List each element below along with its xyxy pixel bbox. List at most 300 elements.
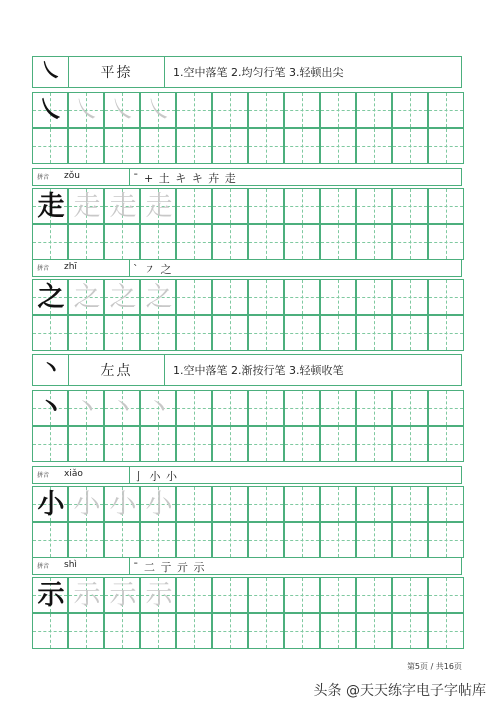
tian-cell[interactable] — [140, 613, 176, 649]
cell-guide-v — [230, 93, 231, 127]
tian-cell[interactable] — [392, 279, 428, 315]
tian-cell[interactable] — [212, 390, 248, 426]
tian-cell[interactable] — [104, 486, 140, 522]
cell-guide-v — [374, 487, 375, 521]
practice-grid-row — [32, 224, 462, 260]
tian-cell[interactable] — [176, 128, 212, 164]
cell-guide-v — [410, 225, 411, 259]
cell-guide-v — [338, 316, 339, 350]
cell-guide-v — [86, 129, 87, 163]
tian-cell[interactable] — [392, 128, 428, 164]
tian-cell[interactable] — [392, 613, 428, 649]
tian-cell[interactable] — [32, 128, 68, 164]
cell-guide-v — [86, 614, 87, 648]
tian-cell[interactable] — [68, 315, 104, 351]
cell-guide-v — [50, 316, 51, 350]
tian-cell[interactable] — [320, 577, 356, 613]
cell-guide-v — [158, 225, 159, 259]
cell-guide-v — [302, 129, 303, 163]
cell-guide-v — [50, 427, 51, 461]
tian-cell[interactable] — [248, 426, 284, 462]
cell-guide-v — [266, 523, 267, 557]
tian-cell[interactable] — [428, 390, 464, 426]
stroke-tips: 1.空中落笔 2.渐按行笔 3.轻顿收笔 — [173, 364, 344, 377]
tian-cell[interactable] — [32, 279, 68, 315]
trace-char: 丶 — [73, 393, 101, 424]
pinyin-bar — [32, 557, 462, 575]
tian-cell[interactable] — [320, 486, 356, 522]
tian-cell[interactable] — [212, 92, 248, 128]
cell-guide-v — [158, 523, 159, 557]
tian-cell[interactable] — [356, 486, 392, 522]
cell-guide-v — [410, 578, 411, 612]
cell-guide-v — [374, 316, 375, 350]
tian-cell[interactable] — [212, 613, 248, 649]
cell-guide-v — [194, 93, 195, 127]
tian-cell[interactable] — [32, 92, 68, 128]
tian-cell[interactable] — [212, 128, 248, 164]
tian-cell[interactable] — [104, 613, 140, 649]
tian-cell[interactable] — [356, 522, 392, 558]
cell-guide-v — [50, 614, 51, 648]
tian-cell[interactable] — [68, 486, 104, 522]
stroke-order: ˉ + 土 キ キ 卉 走 — [133, 172, 237, 185]
cell-guide-v — [446, 225, 447, 259]
cell-guide-v — [302, 189, 303, 223]
cell-guide-v — [302, 578, 303, 612]
tian-cell[interactable] — [248, 188, 284, 224]
tian-cell[interactable] — [248, 315, 284, 351]
trace-char: 丶 — [109, 393, 137, 424]
cell-guide-v — [302, 487, 303, 521]
stroke-order: ˉ 二 亍 亓 示 — [133, 561, 206, 574]
tian-cell[interactable] — [356, 390, 392, 426]
cell-guide-v — [374, 129, 375, 163]
tian-cell[interactable] — [140, 315, 176, 351]
stroke-order: ` ㇇ 之 — [133, 263, 173, 276]
tian-cell[interactable] — [320, 224, 356, 260]
tian-cell[interactable] — [284, 279, 320, 315]
practice-grid-row — [32, 128, 462, 164]
tian-cell[interactable] — [428, 92, 464, 128]
cell-guide-v — [410, 487, 411, 521]
tian-cell[interactable] — [428, 224, 464, 260]
cell-guide-v — [410, 93, 411, 127]
tian-cell[interactable] — [140, 577, 176, 613]
tian-cell[interactable] — [68, 577, 104, 613]
tian-cell[interactable] — [176, 613, 212, 649]
tian-cell[interactable] — [284, 92, 320, 128]
tian-cell[interactable] — [176, 486, 212, 522]
cell-guide-v — [230, 280, 231, 314]
tian-cell[interactable] — [176, 92, 212, 128]
tian-cell[interactable] — [284, 522, 320, 558]
cell-guide-v — [194, 427, 195, 461]
pinyin-label: 拼音 — [37, 265, 50, 272]
tian-cell[interactable] — [176, 426, 212, 462]
trace-char: 走 — [109, 191, 137, 222]
stroke-name: 平捺 — [69, 57, 165, 87]
cell-guide-v — [374, 427, 375, 461]
cell-guide-v — [374, 280, 375, 314]
trace-char: 小 — [73, 489, 101, 520]
tian-cell[interactable] — [212, 522, 248, 558]
model-char: 之 — [37, 282, 65, 313]
tian-cell[interactable] — [176, 279, 212, 315]
tian-cell[interactable] — [212, 426, 248, 462]
tian-cell[interactable] — [320, 390, 356, 426]
cell-guide-v — [410, 427, 411, 461]
model-char: ㇏ — [37, 95, 65, 126]
tian-cell[interactable] — [248, 390, 284, 426]
cell-guide-v — [338, 280, 339, 314]
tian-cell[interactable] — [320, 613, 356, 649]
cell-guide-v — [446, 391, 447, 425]
tian-cell[interactable] — [320, 426, 356, 462]
tian-cell[interactable] — [140, 390, 176, 426]
tian-cell[interactable] — [68, 522, 104, 558]
tian-cell[interactable] — [212, 315, 248, 351]
trace-char: 之 — [109, 282, 137, 313]
tian-cell[interactable] — [320, 315, 356, 351]
tian-cell[interactable] — [32, 426, 68, 462]
cell-guide-v — [158, 427, 159, 461]
cell-guide-v — [230, 391, 231, 425]
tian-cell[interactable] — [32, 613, 68, 649]
cell-guide-v — [194, 189, 195, 223]
page-number: 第5页 / 共16页 — [406, 662, 462, 671]
tian-cell[interactable] — [428, 426, 464, 462]
tian-cell[interactable] — [140, 486, 176, 522]
cell-guide-v — [230, 225, 231, 259]
tian-cell[interactable] — [32, 315, 68, 351]
tian-cell[interactable] — [356, 188, 392, 224]
tian-cell[interactable] — [392, 426, 428, 462]
trace-char: 之 — [73, 282, 101, 313]
cell-guide-v — [266, 280, 267, 314]
cell-guide-v — [122, 614, 123, 648]
cell-guide-v — [302, 614, 303, 648]
tian-cell[interactable] — [320, 92, 356, 128]
cell-guide-v — [410, 129, 411, 163]
practice-grid-row — [32, 486, 462, 522]
cell-guide-v — [446, 427, 447, 461]
cell-guide-v — [338, 523, 339, 557]
practice-grid-row — [32, 92, 462, 128]
stroke-header — [32, 56, 462, 88]
model-char: 走 — [37, 191, 65, 222]
pinyin-text: zǒu — [64, 171, 80, 181]
tian-cell[interactable] — [104, 426, 140, 462]
cell-guide-v — [410, 316, 411, 350]
tian-cell[interactable] — [140, 224, 176, 260]
tian-cell[interactable] — [392, 522, 428, 558]
pinyin-bar — [32, 168, 462, 186]
tian-cell[interactable] — [248, 92, 284, 128]
cell-guide-v — [302, 93, 303, 127]
tian-cell[interactable] — [428, 279, 464, 315]
tian-cell[interactable] — [32, 486, 68, 522]
cell-guide-v — [266, 225, 267, 259]
tian-cell[interactable] — [356, 577, 392, 613]
cell-guide-v — [194, 280, 195, 314]
cell-guide-v — [86, 523, 87, 557]
tian-cell[interactable] — [320, 188, 356, 224]
model-char: 丶 — [37, 393, 65, 424]
cell-guide-v — [338, 129, 339, 163]
stroke-order: 亅 小 小 — [133, 470, 178, 483]
stroke-name: 左点 — [69, 355, 165, 385]
pinyin-bar — [32, 259, 462, 277]
tian-cell[interactable] — [104, 315, 140, 351]
tian-cell[interactable] — [212, 486, 248, 522]
cell-guide-v — [374, 523, 375, 557]
cell-guide-v — [266, 614, 267, 648]
practice-grid-row — [32, 188, 462, 224]
cell-guide-v — [302, 391, 303, 425]
tian-cell[interactable] — [32, 577, 68, 613]
tian-cell[interactable] — [356, 92, 392, 128]
tian-cell[interactable] — [284, 486, 320, 522]
tian-cell[interactable] — [140, 188, 176, 224]
tian-cell[interactable] — [176, 577, 212, 613]
tian-cell[interactable] — [176, 224, 212, 260]
practice-grid-row — [32, 390, 462, 426]
cell-guide-v — [266, 93, 267, 127]
tian-cell[interactable] — [392, 577, 428, 613]
tian-cell[interactable] — [68, 426, 104, 462]
tian-cell[interactable] — [392, 92, 428, 128]
pinyin-label: 拼音 — [37, 174, 50, 181]
tian-cell[interactable] — [356, 426, 392, 462]
tian-cell[interactable] — [32, 522, 68, 558]
cell-guide-v — [266, 427, 267, 461]
pinyin-label: 拼音 — [37, 472, 50, 479]
tian-cell[interactable] — [284, 390, 320, 426]
trace-char: 示 — [73, 580, 101, 611]
tian-cell[interactable] — [104, 188, 140, 224]
tian-cell[interactable] — [176, 315, 212, 351]
tian-cell[interactable] — [68, 279, 104, 315]
cell-guide-v — [374, 391, 375, 425]
tian-cell[interactable] — [284, 128, 320, 164]
tian-cell[interactable] — [32, 390, 68, 426]
cell-guide-v — [374, 578, 375, 612]
cell-guide-v — [230, 129, 231, 163]
tian-cell[interactable] — [356, 128, 392, 164]
cell-guide-v — [266, 391, 267, 425]
cell-guide-v — [374, 189, 375, 223]
cell-guide-v — [338, 578, 339, 612]
tian-cell[interactable] — [248, 128, 284, 164]
cell-guide-v — [266, 578, 267, 612]
tian-cell[interactable] — [104, 522, 140, 558]
tian-cell[interactable] — [248, 577, 284, 613]
divider — [129, 260, 130, 276]
stroke-glyph: 丶 — [39, 356, 62, 382]
cell-guide-v — [410, 391, 411, 425]
tian-cell[interactable] — [356, 613, 392, 649]
tian-cell[interactable] — [284, 613, 320, 649]
trace-char: 走 — [73, 191, 101, 222]
cell-guide-v — [446, 280, 447, 314]
tian-cell[interactable] — [320, 522, 356, 558]
cell-guide-v — [446, 93, 447, 127]
trace-char: 之 — [145, 282, 173, 313]
tian-cell[interactable] — [140, 279, 176, 315]
trace-char: 走 — [145, 191, 173, 222]
cell-guide-v — [446, 614, 447, 648]
tian-cell[interactable] — [248, 224, 284, 260]
cell-guide-v — [194, 129, 195, 163]
cell-guide-v — [86, 225, 87, 259]
cell-guide-v — [374, 225, 375, 259]
practice-grid-row — [32, 613, 462, 649]
tian-cell[interactable] — [68, 390, 104, 426]
tian-cell[interactable] — [284, 188, 320, 224]
trace-char: ㇏ — [109, 95, 137, 126]
trace-char: 小 — [109, 489, 137, 520]
cell-guide-v — [446, 316, 447, 350]
tian-cell[interactable] — [68, 128, 104, 164]
tian-cell[interactable] — [356, 279, 392, 315]
tian-cell[interactable] — [68, 188, 104, 224]
cell-guide-v — [194, 614, 195, 648]
tian-cell[interactable] — [428, 486, 464, 522]
tian-cell[interactable] — [284, 577, 320, 613]
cell-guide-v — [194, 523, 195, 557]
tian-cell[interactable] — [428, 315, 464, 351]
tian-cell[interactable] — [284, 315, 320, 351]
tian-cell[interactable] — [248, 486, 284, 522]
cell-guide-v — [338, 487, 339, 521]
tian-cell[interactable] — [428, 613, 464, 649]
tian-cell[interactable] — [68, 92, 104, 128]
cell-guide-v — [338, 427, 339, 461]
tian-cell[interactable] — [68, 613, 104, 649]
tian-cell[interactable] — [140, 426, 176, 462]
cell-guide-v — [122, 523, 123, 557]
cell-guide-v — [50, 225, 51, 259]
cell-guide-v — [158, 129, 159, 163]
cell-guide-v — [230, 523, 231, 557]
cell-guide-v — [266, 487, 267, 521]
tian-cell[interactable] — [68, 224, 104, 260]
practice-grid-row — [32, 315, 462, 351]
tian-cell[interactable] — [356, 224, 392, 260]
tian-cell[interactable] — [392, 486, 428, 522]
tian-cell[interactable] — [428, 188, 464, 224]
practice-grid-row — [32, 522, 462, 558]
cell-guide-v — [302, 280, 303, 314]
tian-cell[interactable] — [212, 188, 248, 224]
tian-cell[interactable] — [212, 279, 248, 315]
tian-cell[interactable] — [248, 279, 284, 315]
tian-cell[interactable] — [320, 279, 356, 315]
cell-guide-v — [410, 280, 411, 314]
divider — [129, 558, 130, 574]
pinyin-text: zhī — [64, 262, 77, 272]
tian-cell[interactable] — [428, 522, 464, 558]
tian-cell[interactable] — [176, 188, 212, 224]
pinyin-text: xiǎo — [64, 469, 83, 479]
cell-guide-v — [194, 316, 195, 350]
tian-cell[interactable] — [392, 224, 428, 260]
cell-guide-v — [230, 614, 231, 648]
cell-guide-v — [122, 129, 123, 163]
practice-grid-row — [32, 577, 462, 613]
cell-guide-v — [302, 523, 303, 557]
cell-guide-v — [410, 523, 411, 557]
tian-cell[interactable] — [428, 577, 464, 613]
trace-char: ㇏ — [145, 95, 173, 126]
tian-cell[interactable] — [284, 426, 320, 462]
cell-guide-v — [446, 578, 447, 612]
cell-guide-v — [230, 316, 231, 350]
tian-cell[interactable] — [284, 224, 320, 260]
cell-guide-v — [122, 225, 123, 259]
cell-guide-v — [86, 427, 87, 461]
tian-cell[interactable] — [392, 390, 428, 426]
tian-cell[interactable] — [392, 315, 428, 351]
trace-char: ㇏ — [73, 95, 101, 126]
cell-guide-v — [86, 316, 87, 350]
tian-cell[interactable] — [248, 613, 284, 649]
watermark: 头条 @天天练字电子字帖库 — [313, 683, 486, 699]
tian-cell[interactable] — [356, 315, 392, 351]
cell-guide-v — [374, 93, 375, 127]
cell-guide-v — [122, 427, 123, 461]
tian-cell[interactable] — [212, 224, 248, 260]
tian-cell[interactable] — [104, 279, 140, 315]
stroke-glyph: ㇏ — [39, 58, 62, 84]
tian-cell[interactable] — [140, 522, 176, 558]
pinyin-text: shì — [64, 560, 77, 570]
tian-cell[interactable] — [104, 577, 140, 613]
tian-cell[interactable] — [392, 188, 428, 224]
tian-cell[interactable] — [104, 92, 140, 128]
stroke-header — [32, 354, 462, 386]
cell-guide-v — [338, 391, 339, 425]
tian-cell[interactable] — [32, 224, 68, 260]
trace-char: 丶 — [145, 393, 173, 424]
tian-cell[interactable] — [140, 128, 176, 164]
tian-cell[interactable] — [104, 390, 140, 426]
tian-cell[interactable] — [32, 188, 68, 224]
tian-cell[interactable] — [104, 224, 140, 260]
tian-cell[interactable] — [428, 128, 464, 164]
cell-guide-v — [122, 316, 123, 350]
cell-guide-v — [446, 487, 447, 521]
tian-cell[interactable] — [140, 92, 176, 128]
cell-guide-v — [50, 523, 51, 557]
divider — [129, 169, 130, 185]
pinyin-label: 拼音 — [37, 563, 50, 570]
tian-cell[interactable] — [104, 128, 140, 164]
tian-cell[interactable] — [320, 128, 356, 164]
stroke-tips: 1.空中落笔 2.均匀行笔 3.轻顿出尖 — [173, 66, 344, 79]
cell-guide-v — [302, 316, 303, 350]
tian-cell[interactable] — [212, 577, 248, 613]
cell-guide-v — [194, 225, 195, 259]
tian-cell[interactable] — [176, 522, 212, 558]
tian-cell[interactable] — [248, 522, 284, 558]
tian-cell[interactable] — [176, 390, 212, 426]
cell-guide-v — [230, 189, 231, 223]
trace-char: 示 — [109, 580, 137, 611]
model-char: 小 — [37, 489, 65, 520]
cell-guide-v — [338, 225, 339, 259]
